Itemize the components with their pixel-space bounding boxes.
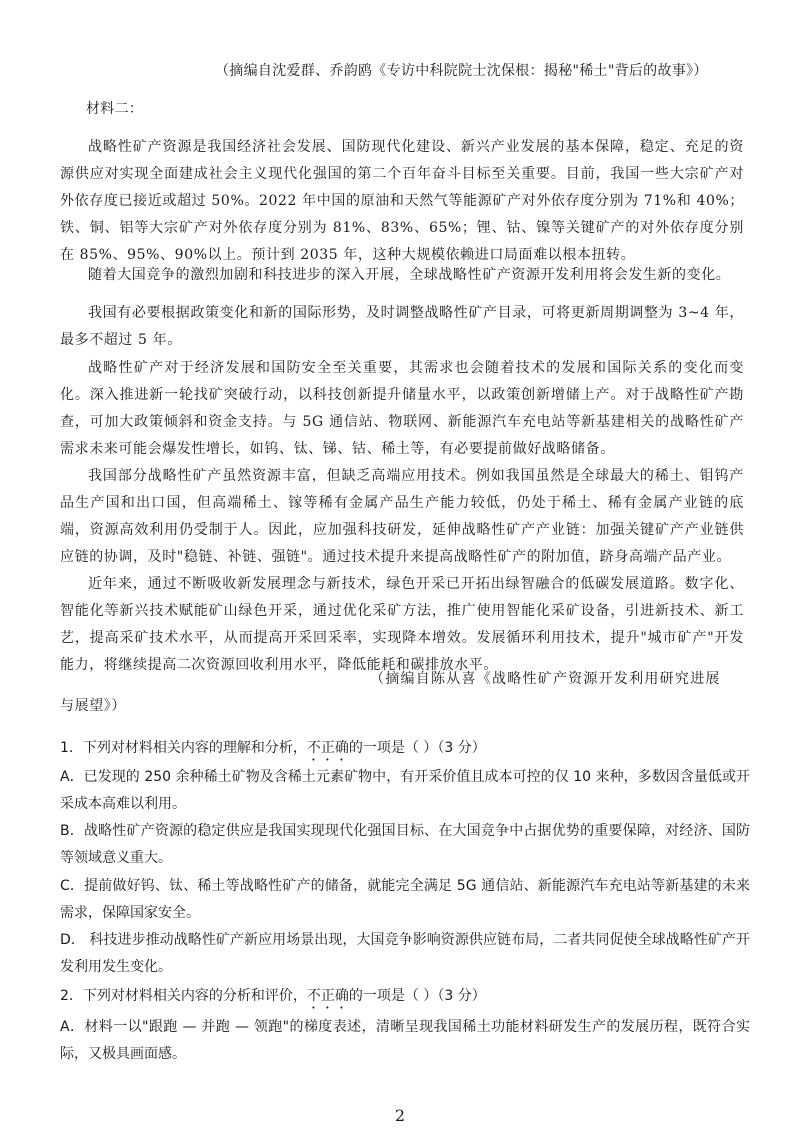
paragraph: 随着大国竞争的激烈加剧和科技进步的深入开展，全球战略性矿产资源开发利用将会发生新的变化。	[88, 267, 731, 283]
option-a: A．材料一以"跟跑 — 并跑 — 领跑"的梯度表述，清晰呈现我国稀土功能材料研发生产的发展历程，既符合实际，又极具画面感。	[60, 1019, 750, 1062]
question-stem-text: 的一项是（ ）（3 分）	[348, 740, 486, 756]
paragraph: 我国有必要根据政策变化和新的国际形势，及时调整战略性矿产目录，可将更新周期调整为 3~4 年，最多不超过 5 年。	[60, 305, 744, 348]
option-d: D． 科技进步推动战略性矿产新应用场景出现，大国竞争影响资源供应链布局，二者共同促使全球战略性矿产开发利用发生变化。	[60, 932, 750, 975]
paragraph: 战略性矿产资源是我国经济社会发展、国防现代化建设、新兴产业发展的基本保障，稳定、充足的资源供应对实现全面建成社会主义现代化强国的第二个百年奋斗目标至关重要。目前，我国一些大宗矿产对外依存度已接近或超过 50%。2022 年中国的原油和天然气等能源矿产对外依存度分别为 71%和 40%；铁、铜、铝等大宗矿产对外依存度分别为 81%、83%、65%；锂、钴、镍等关键矿产的对外依存度分别在 85%、95%、90%以上。预计到 2035 年，这种大规模依赖进口局面难以根本扭转。	[60, 139, 744, 263]
page-number: 2	[394, 1106, 406, 1125]
paragraph: 近年来，通过不断吸收新发展理念与新技术，绿色开采已开拓出绿智融合的低碳发展道路。数字化、智能化等新兴技术赋能矿山绿色开采，通过优化采矿方法，推广使用智能化采矿设备，引进新技术、新工艺，提高采矿技术水平，从而提高开采回采率，实现降本增效。发展循环利用技术，提升"城市矿产"开发能力，将继续提高二次资源回收利用水平，降低能耗和碳排放水平。	[60, 576, 744, 673]
option-b: B．战略性矿产资源的稳定供应是我国实现现代化强国目标、在大国竞争中占据优势的重要保障，对经济、国防等领域意义重大。	[60, 823, 750, 866]
option-c: C．提前做好钨、钛、稀土等战略性矿产的储备，就能完全满足 5G 通信站、新能源汽车充电站等新基建的未来需求，保障国家安全。	[60, 878, 750, 921]
question-1-stem	[60, 735, 750, 764]
question-stem-text: 2．下列对材料相关内容的分析和评价，	[60, 988, 307, 1004]
material-2-heading: 材料二：	[86, 101, 144, 117]
emphasis-text: 不正确	[306, 740, 349, 756]
paragraph: 我国部分战略性矿产虽然资源丰富，但缺乏高端应用技术。例如我国虽然是全球最大的稀土、钼钨产品生产国和出口国，但高端稀土、镓等稀有金属产品生产能力较低，仍处于稀土、稀有金属产业链的底端，资源高效利用仍受制于人。因此，应加强科技研发，延伸战略性矿产产业链：加强关键矿产产业链供应链的协调，及时"稳链、补链、强链"。通过技术提升来提高战略性矿产的附加值，跻身高端产品产业。	[60, 468, 744, 565]
question-2-stem	[60, 983, 750, 1012]
question-stem-text: 1．下列对材料相关内容的理解和分析，	[60, 740, 307, 756]
paragraph: 战略性矿产对于经济发展和国防安全至关重要，其需求也会随着技术的发展和国际关系的变化而变化。深入推进新一轮找矿突破行动，以科技创新提升储量水平，以政策创新增储上产。对于战略性矿产勘查，可加大政策倾斜和资金支持。与 5G 通信站、物联网、新能源汽车充电站等新基建相关的战略性矿产需求未来可能会爆发性增长，如钨、钛、锑、钴、稀土等，有必要提前做好战略储备。	[60, 360, 744, 457]
source-citation-1: （摘编自沈爱群、乔韵鸥《专访中科院院士沈保根：揭秘"稀土"背后的故事》）	[215, 63, 708, 79]
question-stem-text: 的一项是（ ）（3 分）	[348, 988, 486, 1004]
option-a: A．已发现的 250 余种稀土矿物及含稀土元素矿物中，有开采价值且成本可控的仅 10 来种，多数因含量低或开采成本高难以利用。	[60, 769, 750, 812]
emphasis-text: 不正确	[306, 988, 349, 1004]
source-citation-2: （摘编自陈从喜《战略性矿产资源开发利用研究进展与展望》）	[60, 671, 720, 714]
